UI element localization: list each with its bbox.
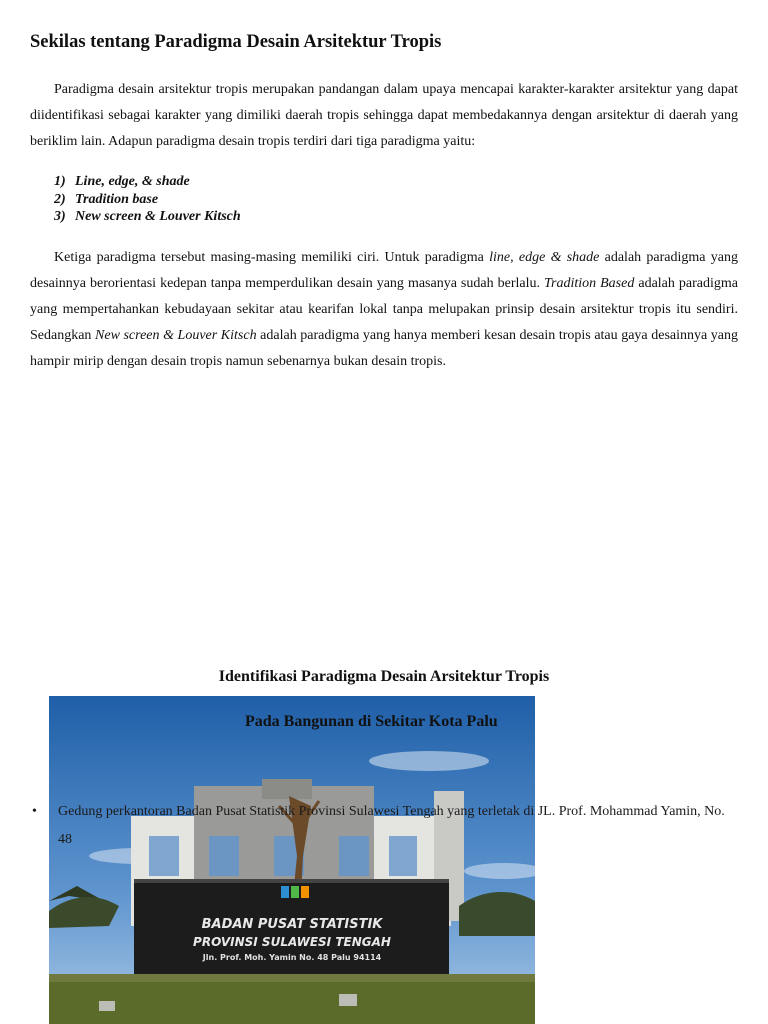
bps-logo-icon: [281, 886, 309, 898]
sign-line-1: BADAN PUSAT STATISTIK: [201, 917, 383, 932]
list-item: 3) New screen & Louver Kitsch: [54, 209, 241, 224]
list-item: • Gedung perkantoran Badan Pusat Statistik Provinsi Sulawesi Tengah yang terletak di JL. Prof. Mohammad Yamin, No. 48: [30, 798, 738, 854]
building-photo: [49, 696, 535, 1024]
section-subtitle: Pada Bangunan di Sekitar Kota Palu: [245, 713, 498, 730]
intro-paragraph: Paradigma desain arsitektur tropis merupakan pandangan dalam upaya mencapai karakter-karakter arsitektur yang dapat diidentifikasi sebagai karakter yang dimiliki daerah tropis sehingga dapat membedakannya dengan arsitektur di daerah yang beriklim lain. Adapun paradigma desain tropis terdiri dari tiga paradigma yaitu:: [30, 82, 738, 149]
explanation-paragraph: Ketiga paradigma tersebut masing-masing memiliki ciri. Untuk paradigma line, edge & shade adalah paradigma yang desainnya berorientasi kedepan tanpa memperdulikan desain yang masanya sudah berlalu. Tradition Based adalah paradigma yang mempertahankan kebudayaan sekitar atau kearifan lokal tanpa melupakan prinsip desain arsitektur tropis itu sendiri. Sedangkan New screen & Louver Kitsch adalah paradigma yang hanya memberi kesan desain tropis atau gaya desainnya yang hampir mirip dengan desain tropis namun sebenarnya bukan desain tropis.: [30, 250, 738, 369]
bullet-icon: •: [32, 804, 37, 819]
page-title: Sekilas tentang Paradigma Desain Arsitektur Tropis: [30, 32, 442, 52]
sign-line-2: PROVINSI SULAWESI TENGAH: [193, 935, 391, 949]
list-item: 2) Tradition base: [54, 191, 159, 207]
sign-line-3: Jln. Prof. Moh. Yamin No. 48 Palu 94114: [202, 953, 382, 962]
section-title: Identifikasi Paradigma Desain Arsitektur Tropis: [218, 668, 550, 685]
list-item: 1) Line, edge, & shade: [54, 174, 190, 189]
paradigm-list: [54, 173, 241, 226]
